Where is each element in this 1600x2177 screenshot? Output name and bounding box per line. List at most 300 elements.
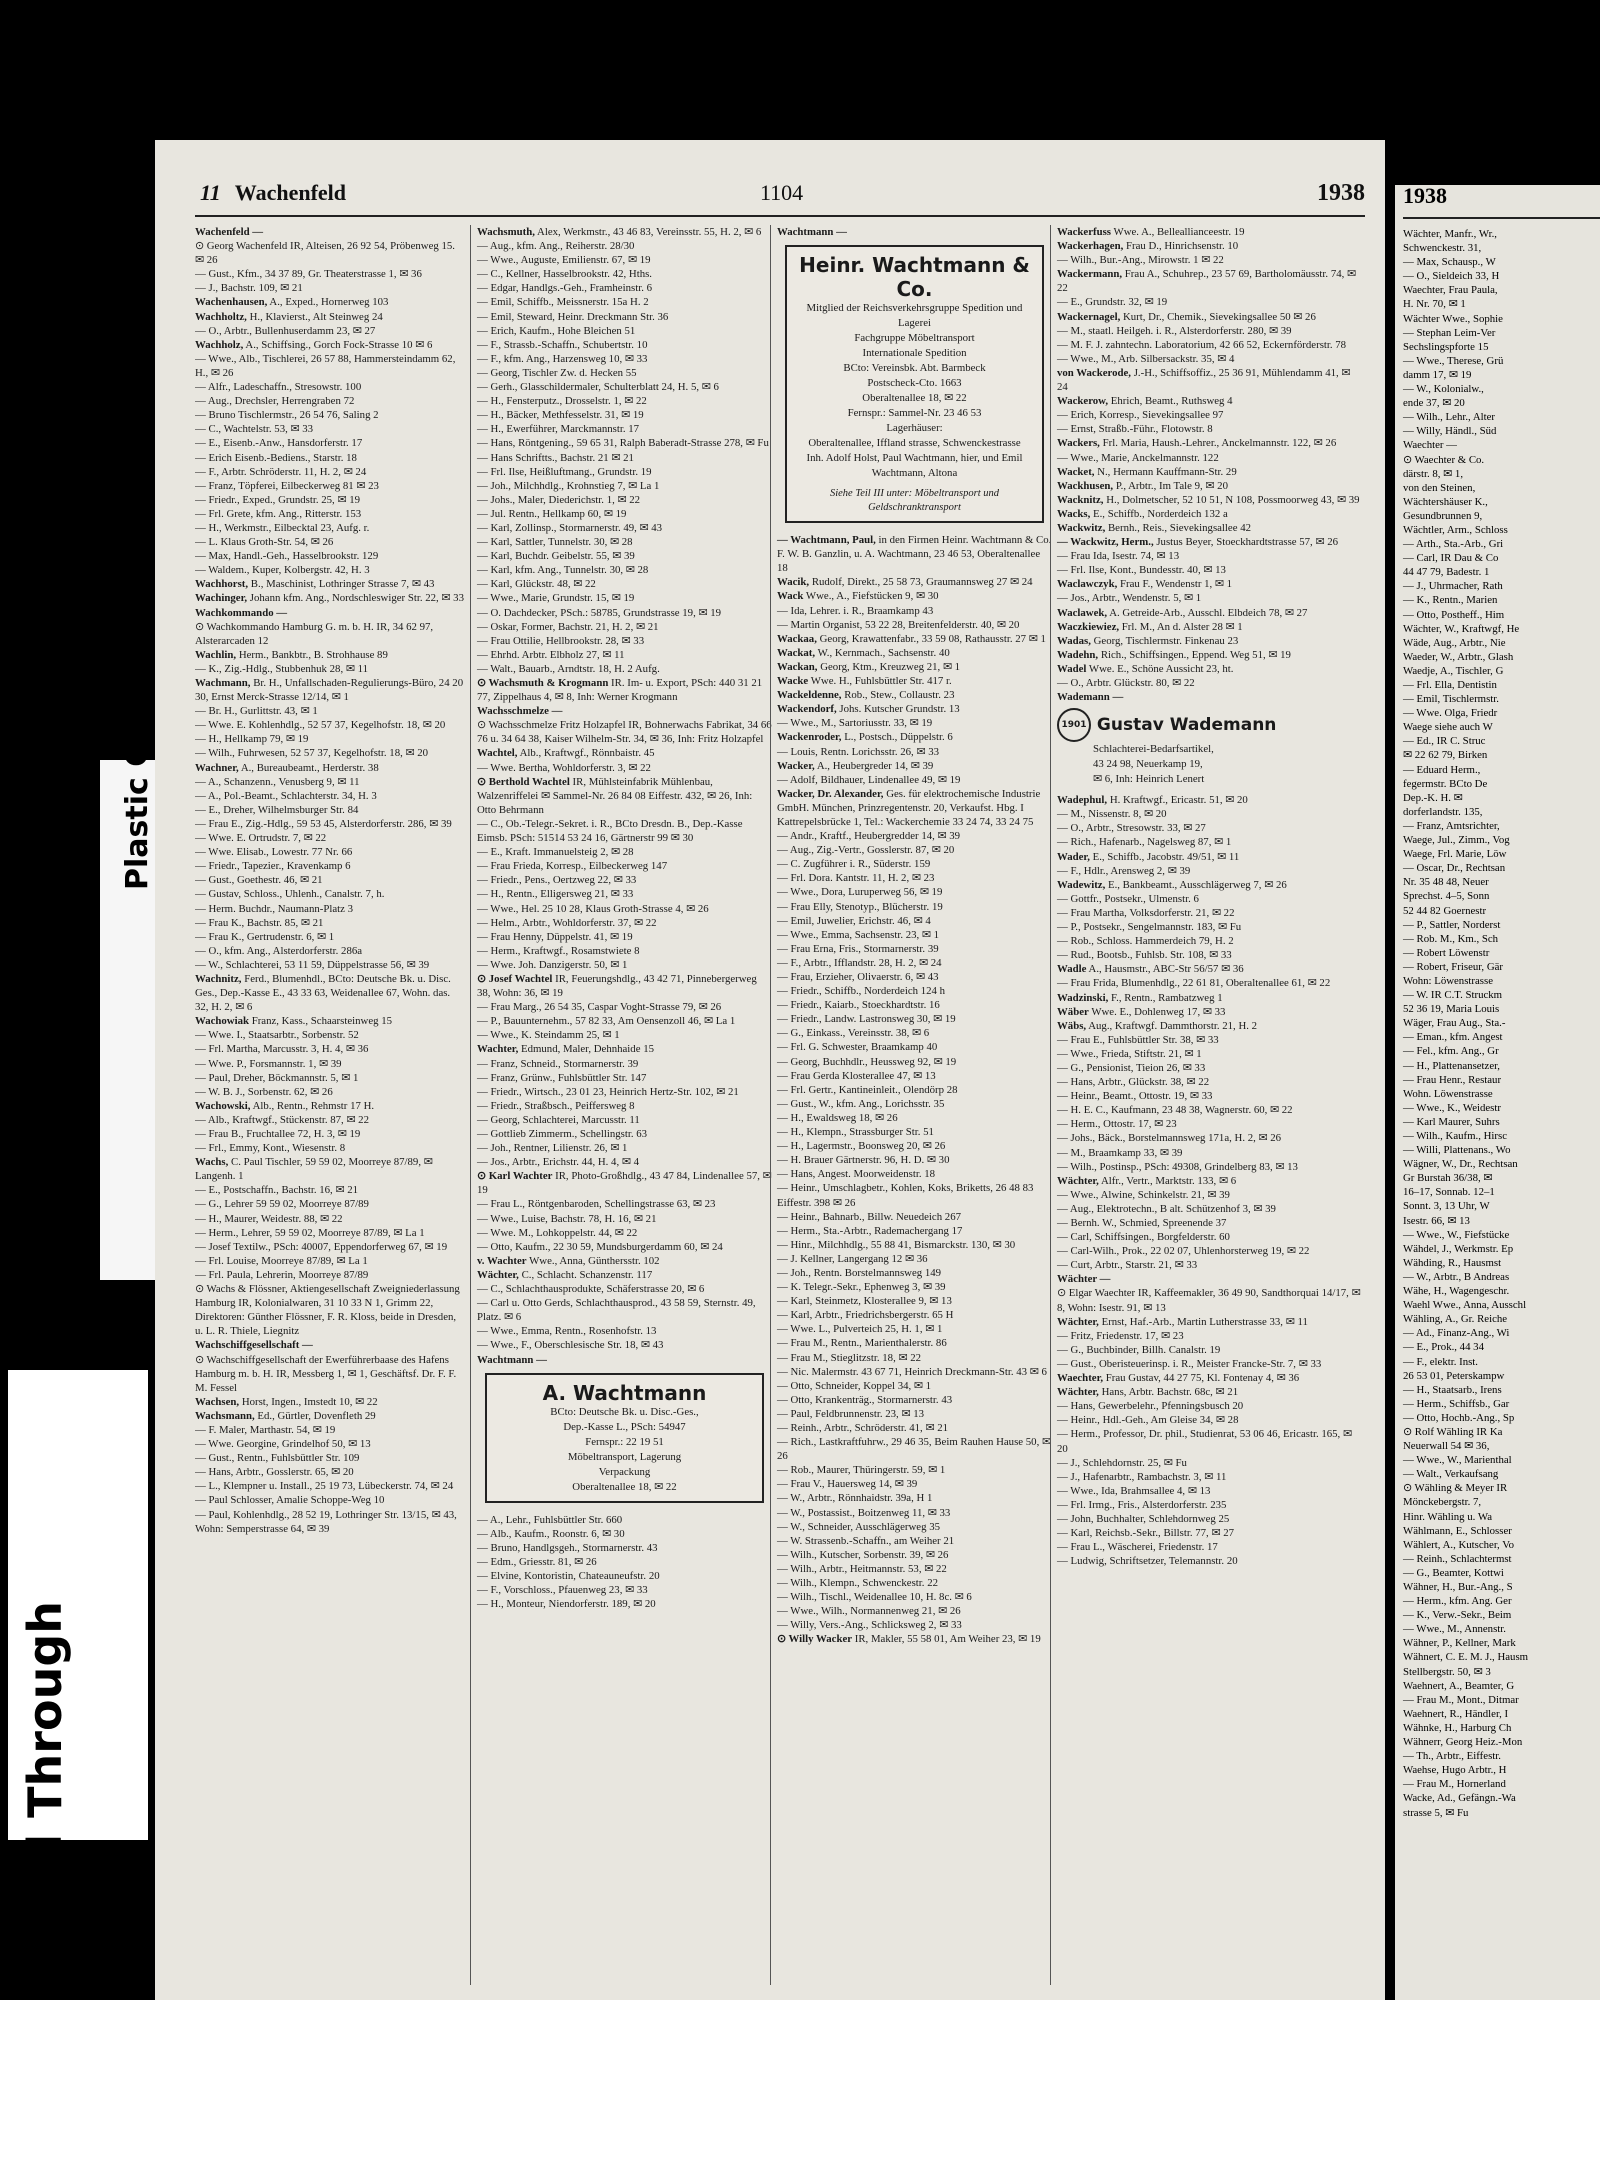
entry-text: — Friedr., Pens., Oertzweg 22, ✉ 33 [477,874,637,887]
directory-entry [195,1338,465,1352]
text-line: — K., Rentn., Marien [1403,594,1498,607]
entry-text: Georg, Tischlermstr. Finkenau 23 [1093,634,1239,647]
entry-text: — Carl, Schiffsingen., Borgfelderstr. 60 [1057,1231,1230,1244]
directory-entry [1057,1399,1362,1413]
directory-entry [777,998,1052,1012]
entry-text: — Adolf, Bildhauer, Lindenallee 49, ✉ 19 [777,773,961,786]
entry-text: A., Hausmstr., ABC-Str 56/57 ✉ 36 [1088,963,1244,976]
entry-text: — Johs., Maler, Diederichstr. 1, ✉ 22 [477,493,641,506]
entry-text: — J., Hafenarbtr., Rambachstr. 3, ✉ 11 [1057,1470,1227,1483]
entry-name: Wadle [1057,963,1087,976]
text-line: Wächter Wwe., Sophie [1403,312,1503,325]
entry-text: Wwe. E., Dohlenweg 17, ✉ 33 [1091,1005,1226,1018]
text-line: — Rob. M., Km., Sch [1403,932,1499,945]
entry-text: Alb., Rentn., Rehmstr 17 H. [252,1099,375,1112]
entry-text: — Frl. Paula, Lehrerin, Moorreye 87/89 [195,1268,369,1281]
text-line: Wägner, W., Dr., Rechtsan [1403,1158,1518,1171]
text-line: BCto: Vereinsbk. Abt. Barmbeck [843,362,986,375]
entry-text: — Emil, Juwelier, Erichstr. 46, ✉ 4 [777,914,931,927]
directory-entry [477,775,772,817]
entry-text: — Erich Eisenb.-Bediens., Starstr. 18 [195,451,357,464]
directory-entry [477,916,772,930]
directory-entry [1057,310,1362,324]
text-line: Hinr. Wähling u. Wa [1403,1510,1492,1523]
entry-text: Ernst, Haf.-Arb., Martin Lutherstrasse 33, ✉ 11 [1101,1315,1308,1328]
directory-entry [195,1409,465,1423]
entry-text: ⊙ Georg Wachenfeld IR, Alteisen, 26 92 54, Pröbenweg 15. ✉ 26 [195,240,455,267]
entry-text: — Frl. Gertr., Kantineinleit., Olendörp 28 [777,1083,958,1096]
text-line: Wählert, A., Kutscher, Vo [1403,1538,1515,1551]
text-line: — Arth., Sta.-Arb., Gri [1403,538,1504,551]
entry-text: — Hans, Arbtr., Glückstr. 38, ✉ 22 [1057,1076,1210,1089]
directory-entry [195,577,465,591]
directory-entry [777,1562,1052,1576]
directory-entry [1057,394,1362,408]
ad-section-heading: Wachtmann — [477,1353,547,1366]
directory-entry [1057,591,1362,605]
entry-text: — Bernh. W., Schmied, Spreenende 37 [1057,1217,1227,1229]
entry-text: — Paul, Kohlenhdlg., 28 52 19, Lothringer Str. 13/15, ✉ 43, Wohn: Semperstrasse 64, ✉ 39 [195,1508,457,1535]
entry-text: — John, Buchhalter, Schlehdornweg 25 [1057,1512,1230,1525]
entry-text: — G., Einkass., Vereinsstr. 38, ✉ 6 [777,1027,930,1040]
directory-entry [477,1014,772,1028]
text-line: Waege siehe auch W [1403,721,1493,734]
entry-text: — H., Ewerführer, Marckmannstr. 17 [477,423,640,436]
directory-entry [477,1338,772,1352]
directory-entry [777,1224,1052,1238]
text-line: Gr Burstah 36/38, ✉ [1403,1172,1493,1185]
directory-entry [477,761,772,775]
directory-entry [777,1322,1052,1336]
entry-text: — Wilh., Arbtr., Heitmannstr. 53, ✉ 22 [777,1562,947,1575]
directory-entry [1057,1413,1362,1427]
entry-text: — Aug., kfm. Ang., Reiherstr. 28/30 [477,240,635,253]
directory-entry [1057,352,1362,366]
entry-text: — H., Rentn., Elligersweg 21, ✉ 33 [477,888,634,901]
directory-entry [777,1534,1052,1548]
entry-text: Kurt, Dr., Chemik., Sievekingsallee 50 ✉ 26 [1122,310,1316,323]
directory-entry [1057,1047,1362,1061]
entry-name: Wachsmuth, [477,226,535,238]
entry-name: ⊙ Willy Wacker [777,1633,853,1646]
directory-entry [195,1141,465,1155]
text-line: Wähdel, J., Werkmstr. Ep [1403,1242,1514,1255]
text-line: fegermstr. BCto De [1403,777,1488,790]
directory-entry [195,281,465,295]
entry-text: H. Kraftwgf., Ericastr. 51, ✉ 20 [1109,794,1248,807]
entry-text: — Otto, Kaufm., 22 30 59, Mundsburgerdamm 60, ✉ 24 [477,1240,723,1253]
directory-entry [195,761,465,775]
entry-name: Wadewitz, [1057,878,1106,891]
text-line: Möbeltransport, Lagerung [567,1450,682,1463]
directory-entry [477,1296,772,1324]
entry-text: — H. E. C., Kaufmann, 23 48 38, Wagnerstr. 60, ✉ 22 [1057,1104,1293,1117]
directory-entry [777,589,1052,603]
entry-name: Wachsen, [195,1395,240,1408]
directory-entry [195,1071,465,1085]
directory-entry [1057,493,1362,507]
directory-entry [777,1252,1052,1266]
text-line: Gesundbrunnen 9, [1403,509,1483,522]
entry-text: — Wwe. E. Ortrudstr. 7, ✉ 22 [195,832,327,845]
directory-entry [195,803,465,817]
entry-text: — A., Lehr., Fuhlsbüttler Str. 660 [477,1513,623,1526]
entry-text: Alfr., Vertr., Marktstr. 133, ✉ 6 [1101,1174,1237,1187]
entry-name: Wackat, [777,646,816,659]
text-line: — Carl, IR Dau & Co [1403,552,1499,565]
entry-text: — J. Kellner, Langergang 12 ✉ 36 [777,1252,928,1265]
directory-entry [1057,1131,1362,1145]
directory-entry [1057,507,1362,521]
directory-entry [1057,563,1362,577]
entry-text: — Alb., Kraftwgf., Stückenstr. 87, ✉ 22 [195,1113,369,1126]
directory-entry [477,225,772,239]
entry-text: — Frau Marg., 26 54 35, Caspar Voght-Strasse 79, ✉ 26 [477,1001,722,1014]
directory-entry [777,787,1052,829]
entry-text: IR, Makler, 55 58 01, Am Weiher 23, ✉ 19 [854,1633,1041,1646]
entry-text: — Fritz, Friedenstr. 17, ✉ 23 [1057,1329,1184,1342]
entry-text: — F. Maler, Marthastr. 54, ✉ 19 [195,1423,336,1436]
directory-entry [777,871,1052,885]
entry-text: — Herm., Professor, Dr. phil., Studienrat, 53 06 46, Ericastr. 165, ✉ 20 [1057,1428,1352,1455]
directory-entry [777,970,1052,984]
directory-entry [777,1393,1052,1407]
directory-entry [477,1071,772,1085]
text-line: Waege, Frl. Marie, Löw [1403,848,1507,861]
entry-text: Wwe. H., Fuhlsbüttler Str. 417 r. [810,675,952,688]
directory-entry [777,900,1052,914]
directory-entry [777,674,1052,688]
text-line: — Reinh., Schlachtermst [1403,1552,1512,1565]
text-line: — F., elektr. Inst. [1403,1355,1479,1368]
directory-entry [1057,821,1362,835]
entry-text: — Aug., Zig.-Vertr., Gosslerstr. 87, ✉ 20 [777,844,955,857]
ad-body [1057,742,1362,787]
column-3 [770,225,1052,1985]
directory-entry [477,676,772,704]
directory-entry [1057,1286,1362,1314]
entry-name: Wacik, [777,576,810,589]
directory-entry [477,648,772,662]
text-line: Fachgruppe Möbeltransport [854,332,975,345]
entry-text: — M., staatl. Heilgeh. i. R., Alsterdorferstr. 280, ✉ 39 [1057,324,1292,337]
entry-text: — H., Maurer, Weidestr. 88, ✉ 22 [195,1212,343,1225]
directory-entry [477,535,772,549]
entry-text: — Herm., Sta.-Arbtr., Rademachergang 17 [777,1224,963,1237]
entry-text: — Edm., Griesstr. 81, ✉ 26 [477,1555,597,1568]
entry-text: — Gottlieb Zimmerm., Schellingstr. 63 [477,1128,648,1140]
entry-text: — Nic. Malermstr. 43 67 71, Heinrich Dreckmann-Str. 43 ✉ 6 [777,1365,1047,1378]
directory-entry [195,845,465,859]
directory-entry [477,267,772,281]
entry-name: Wacknitz, [1057,493,1104,506]
directory-entry [777,1421,1052,1435]
entry-text: B., Maschinist, Lothringer Strasse 7, ✉ 43 [250,578,435,591]
text-line: — Karl Maurer, Suhrs [1403,1115,1500,1128]
entry-name: Wachsmann, [195,1409,255,1422]
entry-text: F., Rentn., Rambatzweg 1 [1111,991,1223,1004]
text-line: Wähling, A., Gr. Reiche [1403,1313,1508,1326]
ad-body [797,301,1032,481]
entry-text: A., Bureaubeamt., Herderstr. 38 [240,761,379,774]
text-line: Isestr. 66, ✉ 13 [1403,1214,1470,1227]
entry-text: — M. F. J. zahntechn. Laboratorium, 42 66 52, Eckernförderstr. 78 [1057,338,1347,351]
text-line: 26 53 01, Peterskampw [1403,1369,1505,1382]
entry-text: — Frau E., Fuhlsbüttler Str. 38, ✉ 33 [1057,1033,1219,1046]
directory-entry [777,1181,1052,1209]
text-line: ✉ 22 62 79, Birken [1403,749,1488,762]
directory-entry [195,493,465,507]
entry-name: Wackerfuss [1057,226,1111,238]
directory-entry [477,1513,772,1527]
text-line: — W., Kolonialw., [1403,383,1484,396]
directory-entry [195,958,465,972]
advertisement-a-wachtmann [485,1373,764,1503]
entry-text: IR, Mühlsteinfabrik Mühlenbau, Walzenriffelei ✉ Sammel-Nr. 26 84 08 Eiffestr. 432, ✉ 26, Inh: Otto Behrmann [477,775,753,816]
entry-name: Wachnitz, [195,972,242,985]
text-line: — Fel., kfm. Ang., Gr [1403,1045,1499,1058]
entry-name: Wachmann, [195,677,251,689]
entry-text: — Gust., W., kfm. Ang., Lorichsstr. 35 [777,1097,945,1110]
directory-entry [1057,1385,1362,1399]
archive-stamp [0,370,155,1990]
directory-entry [1057,1061,1362,1075]
entry-name: Wackhusen, [1057,479,1114,492]
directory-entry [777,1590,1052,1604]
directory-entry [195,873,465,887]
entry-text: — Wwe. L., Pulverteich 25, H. 1, ✉ 1 [777,1323,943,1336]
year-seal-icon: 1901 [1057,708,1091,742]
adjacent-page-year: 1938 [1403,185,1447,208]
entry-text: — Frau M., Stieglitzstr. 18, ✉ 22 [777,1351,922,1364]
entry-text: — Joh., Milchhdlg., Krohnstieg 7, ✉ La 1 [477,479,660,492]
directory-entry [1057,850,1362,864]
directory-entry [1057,1174,1362,1188]
entry-text: — Gerh., Glasschildermaler, Schulterblatt 24, H. 5, ✉ 6 [477,381,719,394]
directory-entry [777,604,1052,618]
directory-entry [477,295,772,309]
entry-text: — Frl. Ilse, Kont., Bundesstr. 40, ✉ 13 [1057,564,1226,577]
entry-text: — Frau, Erzieher, Olivaerstr. 6, ✉ 43 [777,971,939,983]
entry-text: Alex, Werkmstr., 43 46 83, Vereinsstr. 55, H. 2, ✉ 6 [537,226,762,238]
entry-text: — E., Dreher, Wilhelmsburger Str. 84 [195,803,359,816]
directory-entry [1057,835,1362,849]
directory-entry [777,1407,1052,1421]
entry-text: — Frau L., Röntgenbaroden, Schellingstrasse 63, ✉ 23 [477,1198,716,1211]
entry-text: — Gust., Oberisteuerinsp. i. R., Meister Francke-Str. 7, ✉ 33 [1057,1357,1322,1370]
entry-name: Wächter, [477,1268,519,1281]
entry-text: — Wwe. E. Kohlenhdlg., 52 57 37, Kegelhofstr. 18, ✉ 20 [195,719,446,732]
directory-entry [477,549,772,563]
directory-entry [1057,253,1362,267]
entry-text: L., Postsch., Düppelstr. 6 [844,731,953,744]
column-4-entries [1057,225,1362,690]
directory-entry [477,394,772,408]
directory-entry [195,1226,465,1240]
entry-name: Wacker, Dr. Alexander, [777,787,884,800]
directory-entry [777,716,1052,730]
entry-text: — W., Schneider, Ausschlägerweg 35 [777,1520,940,1533]
directory-entry [195,1155,465,1183]
directory-entry [477,281,772,295]
entry-text: — C., Kellner, Hasselbrookstr. 42, Hths. [477,268,653,281]
advertisement-heinr-wachtmann [785,245,1044,523]
entry-text: — W., Arbtr., Rönnhaidstr. 39a, H 1 [777,1492,933,1505]
directory-entry [777,1520,1052,1534]
column-4-entries-after-ad [1057,793,1362,1568]
entry-name: Wader, [1057,850,1090,863]
entry-text: Ges. für elektrochemische Industrie GmbH. München, Prinzregentenstr. 20, Verkaufst. Hbg. I Kattrepelsbrücke 1, Tel.: Wackerchemie 33 24 74, 33 24 75 [777,787,1041,828]
directory-entry [477,479,772,493]
directory-entry [195,775,465,789]
entry-name: Wachholtz, [195,310,247,323]
entry-text: — Heinr., Beamt., Ottostr. 19, ✉ 33 [1057,1090,1213,1103]
directory-entry [195,451,465,465]
entry-text: — A., Schanzenn., Venusberg 9, ✉ 11 [195,775,360,788]
entry-text: — Walt., Bauarb., Arndtstr. 18, H. 2 Aufg. [477,662,660,675]
text-line: ⊙ Waechter & Co. [1403,453,1485,466]
directory-entry [195,1437,465,1451]
directory-entry [195,1451,465,1465]
entry-text: C. Paul Tischler, 59 59 02, Moorreye 87/89, ✉ Langenh. 1 [195,1156,433,1183]
entry-text: Frl. M., An d. Alster 28 ✉ 1 [1121,620,1243,633]
directory-entry [477,972,772,1000]
text-line: ⊙ Wähling & Meyer IR [1403,1482,1508,1495]
text-line: — Wwe., W., Fiefstücke [1403,1228,1510,1241]
entry-name: Wachter, [477,1043,519,1056]
text-line: Wähe, H., Wagengeschr. [1403,1285,1510,1298]
directory-entry [777,1026,1052,1040]
directory-entry [777,885,1052,899]
ad-body [497,1405,752,1495]
entry-text: — Carl u. Otto Gerds, Schlachthausprod., 43 58 59, Sternstr. 49, Platz. ✉ 6 [477,1297,756,1324]
entry-text: — Heinr., Umschlagbetr., Kohlen, Koks, Briketts, 26 48 83 Eiffestr. 398 ✉ 26 [777,1182,1034,1209]
directory-entry [195,887,465,901]
entry-name: ⊙ Josef Wachtel [477,972,553,985]
entry-text: — Erich, Kaufm., Hohe Bleichen 51 [477,324,636,337]
text-line: H. Nr. 70, ✉ 1 [1403,298,1466,311]
entry-name: Wachsschmelze — [477,705,563,718]
entry-name: Wachschiffgesellschaft — [195,1339,313,1352]
directory-entry [477,563,772,577]
entry-text: — Wilh., Tischl., Weidenallee 10, H. 8c. ✉ 6 [777,1591,972,1604]
entry-text: — Herm., Kraftwgf., Rosamstwiete 8 [477,944,640,957]
directory-entry [195,1197,465,1211]
entry-name: Wackermann, [1057,268,1123,281]
entry-text: — C., Schlachthausprodukte, Schäferstrasse 20, ✉ 6 [477,1283,705,1296]
entry-text: — Wwe., Emma, Sachsenstr. 23, ✉ 1 [777,928,940,941]
ad-title [1057,708,1362,742]
directory-entry [477,1226,772,1240]
entry-text: A. Getreide-Arb., Ausschl. Elbdeich 78, ✉ 27 [1109,606,1308,619]
entry-text: — L., Klempner u. Install., 25 19 73, Lübeckerstr. 74, ✉ 24 [195,1480,454,1493]
directory-entry [195,324,465,338]
entry-text: — L. Klaus Groth-Str. 54, ✉ 26 [195,536,334,549]
directory-entry [777,956,1052,970]
text-line: Mönckebergstr. 7, [1403,1496,1482,1509]
entry-name: — Wackwitz, Herm., [1057,536,1154,549]
adjacent-header-rule [1403,217,1600,219]
text-line: Sonnt. 3, 13 Uhr, W [1403,1200,1490,1213]
directory-entry [777,1040,1052,1054]
directory-entry [195,1268,465,1282]
directory-entry [195,1465,465,1479]
plastic-covered-label: Plastic Covered Document [120,445,155,890]
directory-entry [777,1379,1052,1393]
entry-text: — Frau Frida, Blumenhdlg., 22 61 81, Oberaltenallee 61, ✉ 22 [1057,977,1331,990]
entry-text: — Wilh., Fuhrwesen, 52 57 37, Kegelhofstr. 18, ✉ 20 [195,747,429,760]
directory-entry [777,1632,1052,1646]
text-line: Stellbergstr. 50, ✉ 3 [1403,1665,1491,1678]
bleed-through-label: Bleed Through [18,1600,72,1980]
entry-name: Wachkommando — [195,606,288,619]
entry-text: — A., Pol.-Beamt., Schlachterstr. 34, H. 3 [195,789,377,802]
entry-text: — Gust., Kfm., 34 37 89, Gr. Theaterstrasse 1, ✉ 36 [195,268,422,281]
entry-text: — Rob., Maurer, Thüringerstr. 59, ✉ 1 [777,1464,946,1477]
entry-text: — Rob., Schloss. Hammerdeich 79, H. 2 [1057,935,1234,948]
directory-entry [777,1576,1052,1590]
entry-text: — Franz, Grünw., Fuhlsbüttler Str. 147 [477,1071,647,1084]
directory-entry [477,902,772,916]
text-line: — Herm., Schiffsb., Gar [1403,1397,1510,1410]
page-year: 1938 [1317,180,1365,206]
entry-text: — F., Hdlr., Arensweg 2, ✉ 39 [1057,864,1191,877]
entry-text: — Wwe., Marie, Grundstr. 15, ✉ 19 [477,592,635,605]
entry-text: — P., Postsekr., Sengelmannstr. 183, ✉ Fu [1057,921,1242,934]
entry-text: — F., Arbtr. Schröderstr. 11, H. 2, ✉ 24 [195,465,367,478]
entry-text: IR, Photo-Großhdlg., 43 47 84, Lindenallee 57, ✉ 19 [477,1170,772,1197]
directory-entry [195,352,465,380]
entry-text: ⊙ Elgar Waechter IR, Kaffeemakler, 36 49 90, Sandthorquai 14/17, ✉ 8, Wohn: Isestr. 91, ✉ 13 [1057,1287,1361,1314]
entry-name: Wachner, [195,761,239,774]
entry-text: — Reinh., Arbtr., Schröderstr. 41, ✉ 21 [777,1422,948,1434]
entry-text: — H., Fensterputz., Drosselstr. 1, ✉ 22 [477,395,647,408]
directory-entry [1057,1329,1362,1343]
entry-text: Hans, Arbtr. Bachstr. 68c, ✉ 21 [1101,1386,1239,1399]
directory-entry [1057,1216,1362,1230]
text-line: Waechter, Frau Paula, [1403,284,1498,297]
directory-entry [777,914,1052,928]
running-head-number: 11 [200,180,221,205]
directory-entry [195,1212,465,1226]
directory-entry [195,789,465,803]
text-line: — O., Sieldeich 33, H [1403,270,1500,283]
entry-text: Ferd., Blumenhdl., BCto: Deutsche Bk. u. Disc. Ges., Dep.-Kasse E., 43 33 63, Weidenallee 67, Wohn. das. 32, H. 2, ✉ 6 [195,972,451,1014]
directory-entry [477,1212,772,1226]
text-line: 52 44 82 Goernestr [1403,904,1487,917]
directory-entry [195,1493,465,1507]
text-line: Schlachterei-Bedarfsartikel, [1093,743,1214,756]
text-line: Verpackung [598,1465,651,1478]
directory-entry [777,1012,1052,1026]
directory-entry [195,1183,465,1197]
repaired-document-label: Repaired Document [30,604,76,1050]
entry-text: — F., Strassb.-Schaffn., Schubertstr. 10 [477,338,648,351]
header-rule [195,215,1365,217]
directory-entry [1057,991,1362,1005]
directory-entry [477,493,772,507]
directory-entry [777,660,1052,674]
entry-text: — H. Brauer Gärtnerstr. 96, H. D. ✉ 30 [777,1154,950,1167]
directory-entry [1057,366,1362,394]
entry-name: Waclawek, [1057,606,1108,619]
entry-text: Wwe. A., Belleallianceestr. 19 [1113,226,1245,238]
directory-entry [477,521,772,535]
directory-entry [477,1113,772,1127]
entry-name: Wadas, [1057,634,1091,647]
text-line: Waege, Jul., Zimm., Vog [1403,834,1510,847]
entry-text: Wwe. E., Schöne Aussicht 23, ht. [1088,662,1234,675]
